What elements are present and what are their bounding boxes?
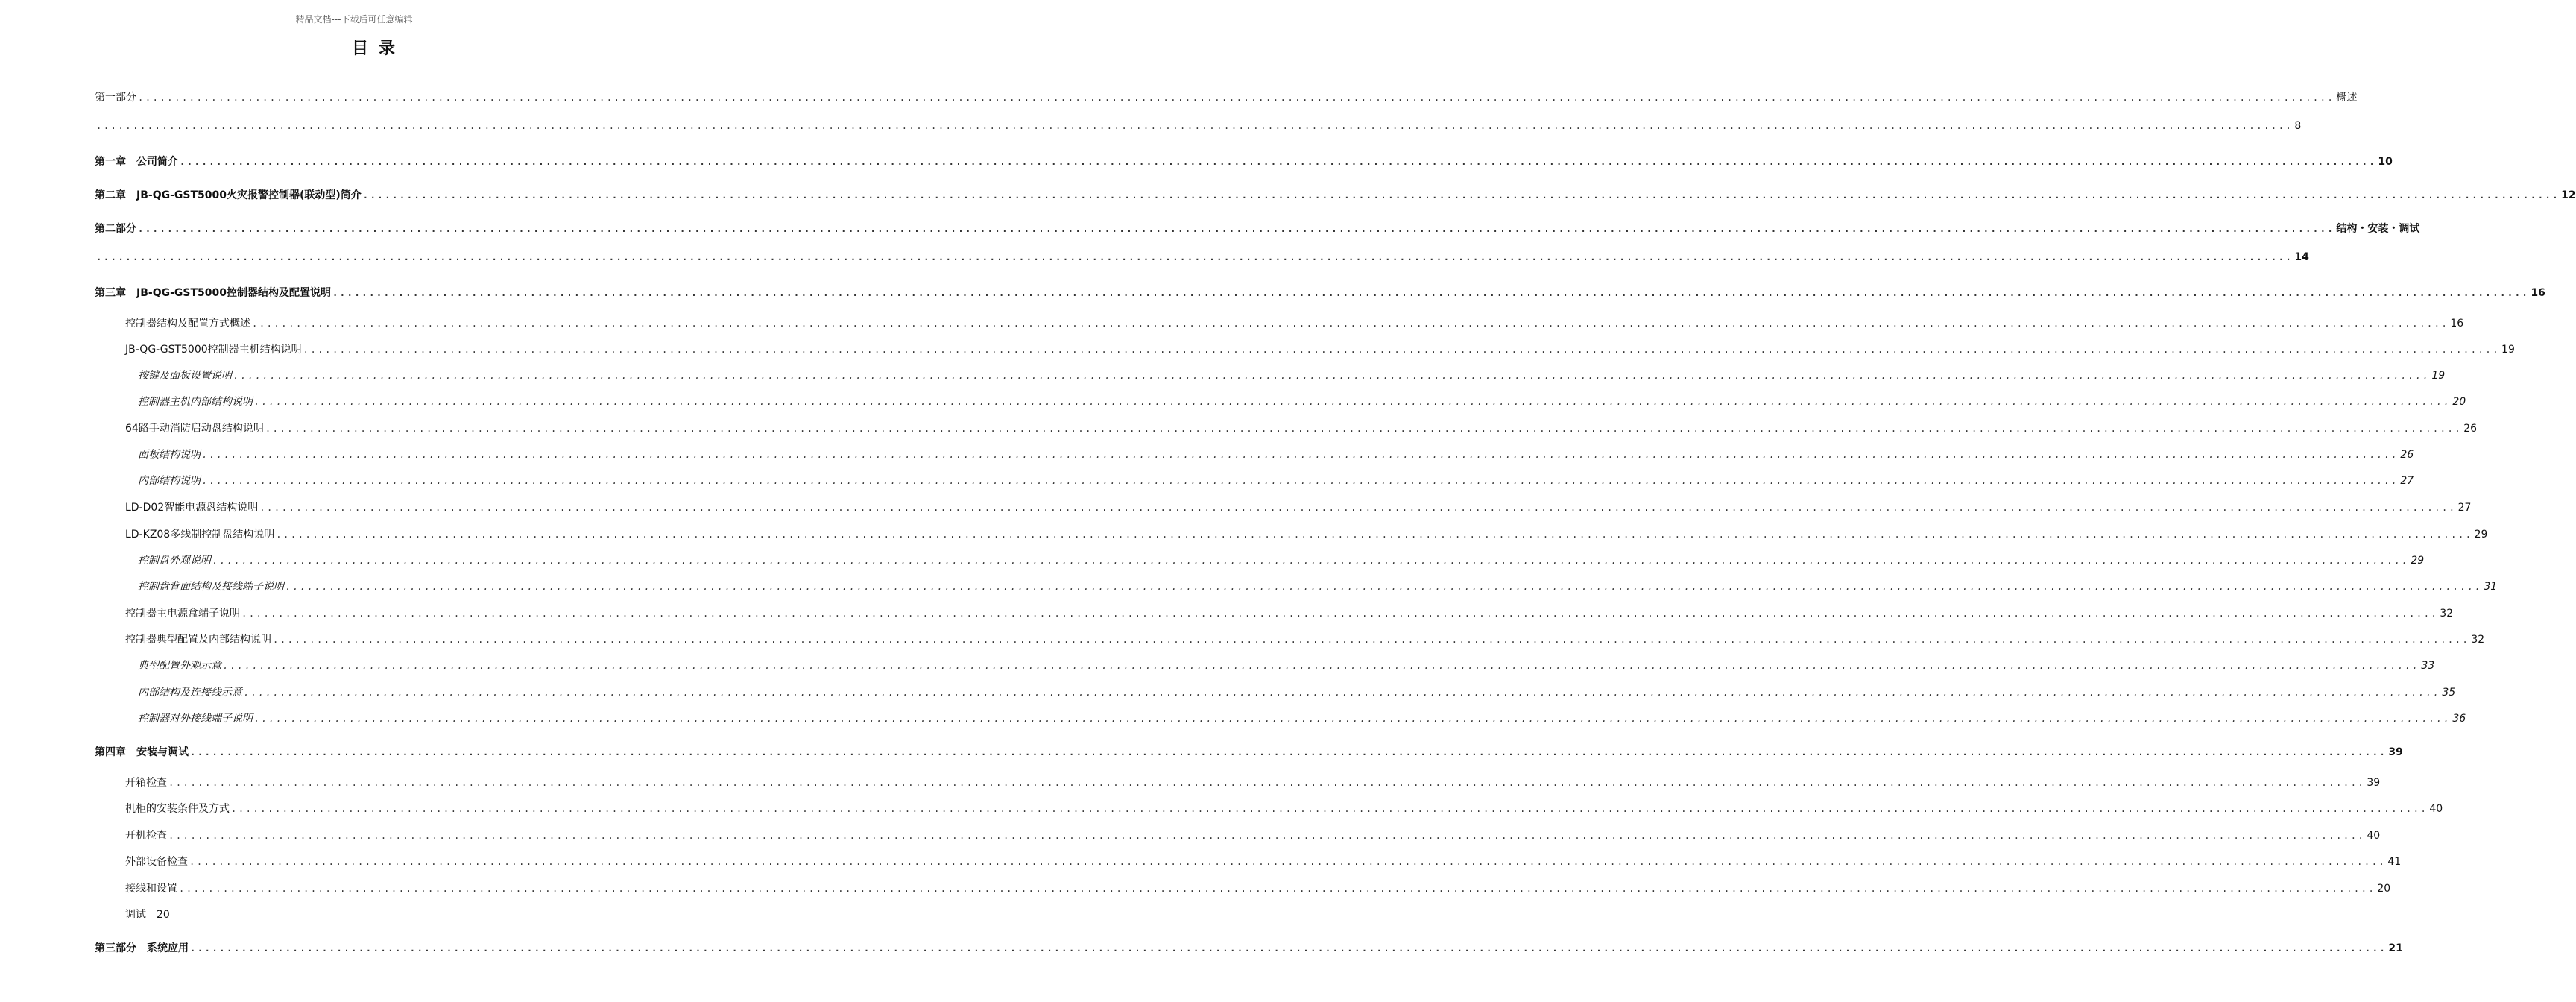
toc-entry-label: 第一部分 xyxy=(95,92,136,104)
toc-dot-leader: ............................................................................................................................................................................................................................................................................................................ xyxy=(276,529,2473,540)
toc-entry[interactable] xyxy=(125,854,2402,869)
toc-entry-page: 40 xyxy=(2367,830,2381,842)
toc-entry[interactable] xyxy=(125,605,2454,620)
toc-entry-page: 36 xyxy=(2452,713,2466,725)
toc-entry[interactable] xyxy=(95,187,2576,202)
toc-entry-label: 第三部分 系统应用 xyxy=(95,942,189,954)
toc-entry[interactable] xyxy=(125,880,2391,895)
toc-entry-label: 64路手动消防启动盘结构说明 xyxy=(125,423,264,435)
toc-dot-leader: ............................................................................................................................................................................................................................................................................................................ xyxy=(285,582,2483,592)
toc-dot-leader: ............................................................................................................................................................................................................................................................................................................ xyxy=(231,804,2428,814)
toc-dot-leader: ............................................................................................................................................................................................................................................................................................................ xyxy=(190,943,2387,954)
toc-entry-label: 接线和设置 xyxy=(125,883,177,895)
toc-dot-leader: ............................................................................................................................................................................................................................................................................................................ xyxy=(180,157,2377,167)
toc-entry-page: 32 xyxy=(2440,608,2454,620)
toc-entry-page: 20 xyxy=(2452,396,2466,408)
toc-entry-page: 16 xyxy=(2531,287,2545,299)
toc-entry[interactable] xyxy=(95,89,2358,104)
toc-entry[interactable] xyxy=(95,940,2403,955)
toc-entry[interactable] xyxy=(95,744,2403,759)
toc-entry-label: 控制器结构及配置方式概述 xyxy=(125,318,250,330)
toc-dot-leader: ............................................................................................................................................................................................................................................................................................................ xyxy=(190,747,2387,757)
toc-dot-leader: ............................................................................................................................................................................................................................................................................................................ xyxy=(96,121,2294,131)
toc-entry-page: 41 xyxy=(2387,856,2402,868)
toc-entry-label: 开箱检查 xyxy=(125,777,167,789)
toc-dot-leader: ............................................................................................................................................................................................................................................................................................................ xyxy=(138,92,2335,103)
toc-entry-label: 控制器典型配置及内部结构说明 xyxy=(125,634,271,646)
toc-entry-label: 第一章 公司简介 xyxy=(95,156,178,168)
toc-entry-label: 调试 20 xyxy=(125,909,170,921)
toc-entry[interactable] xyxy=(138,473,2414,488)
toc-entry-label: 控制器主机内部结构说明 xyxy=(138,396,253,408)
toc-entry-page: 27 xyxy=(2457,502,2472,514)
toc-entry-label: JB-QG-GST5000控制器主机结构说明 xyxy=(125,344,302,356)
toc-entry[interactable] xyxy=(125,526,2488,541)
toc-entry-page: 29 xyxy=(2411,555,2425,567)
toc-entry-page: 27 xyxy=(2400,475,2414,487)
toc-entry-page: 结构・安装・调试 xyxy=(2336,223,2420,235)
toc-dot-leader: ............................................................................................................................................................................................................................................................................................................ xyxy=(202,450,2399,460)
toc-entry[interactable] xyxy=(125,420,2478,435)
toc-entry-label: 第二章 JB-QG-GST5000火灾报警控制器(联动型)简介 xyxy=(95,189,362,201)
toc-entry-page: 26 xyxy=(2463,423,2478,435)
toc-entry[interactable] xyxy=(95,120,2302,132)
toc-entry-label: 控制器主电源盒端子说明 xyxy=(125,608,240,620)
toc-entry[interactable] xyxy=(138,710,2466,725)
toc-entry-label: 控制盘背面结构及接线端子说明 xyxy=(138,581,284,593)
toc-entry-page: 26 xyxy=(2400,449,2414,461)
toc-entry[interactable] xyxy=(138,447,2414,461)
toc-entry[interactable] xyxy=(138,394,2466,409)
toc-entry-page: 19 xyxy=(2501,344,2515,356)
toc-entry[interactable] xyxy=(125,801,2443,816)
toc-dot-leader: ............................................................................................................................................................................................................................................................................................................ xyxy=(362,190,2560,201)
toc-dot-leader: ............................................................................................................................................................................................................................................................................................................ xyxy=(202,476,2399,486)
toc-entry[interactable] xyxy=(95,251,2309,263)
toc-entry-label: LD-D02智能电源盘结构说明 xyxy=(125,502,259,514)
toc-dot-leader: ............................................................................................................................................................................................................................................................................................................ xyxy=(252,318,2449,329)
toc-entry-label: 控制器对外接线端子说明 xyxy=(138,713,253,725)
toc-entry[interactable] xyxy=(138,684,2456,699)
toc-entry-label: 面板结构说明 xyxy=(138,449,201,461)
toc-entry-label: 机柜的安装条件及方式 xyxy=(125,803,230,815)
toc-entry-label: 典型配置外观示意 xyxy=(138,660,221,672)
toc-entry[interactable] xyxy=(125,828,2381,842)
toc-dot-leader: ............................................................................................................................................................................................................................................................................................................ xyxy=(265,423,2463,434)
toc-entry-label: 开机检查 xyxy=(125,830,167,842)
toc-entry[interactable] xyxy=(125,631,2485,646)
toc-entry-page: 14 xyxy=(2294,251,2309,263)
toc-entry-label: 控制盘外观说明 xyxy=(138,555,211,567)
toc-dot-leader: ............................................................................................................................................................................................................................................................................................................ xyxy=(96,252,2294,262)
toc-entry-page: 21 xyxy=(2388,942,2403,954)
toc-entry[interactable] xyxy=(95,285,2545,300)
toc-entry[interactable] xyxy=(125,907,662,921)
page-watermark: 精品文档---下载后可任意编辑 xyxy=(295,14,413,25)
toc-dot-leader: ............................................................................................................................................................................................................................................................................................................ xyxy=(168,831,2366,841)
toc-entry-page: 39 xyxy=(2367,777,2381,789)
toc-entry-page: 19 xyxy=(2431,370,2446,382)
toc-entry[interactable] xyxy=(95,221,2420,236)
toc-dot-leader: ............................................................................................................................................................................................................................................................................................................ xyxy=(179,883,2376,894)
toc-dot-leader: ............................................................................................................................................................................................................................................................................................................ xyxy=(303,344,2501,355)
toc-entry[interactable] xyxy=(138,658,2435,672)
toc-dot-leader: ............................................................................................................................................................................................................................................................................................................ xyxy=(244,687,2441,698)
toc-dot-leader: ............................................................................................................................................................................................................................................................................................................ xyxy=(233,371,2431,381)
toc-dot-leader: ............................................................................................................................................................................................................................................................................................................ xyxy=(212,555,2410,566)
toc-entry-page: 32 xyxy=(2471,634,2485,646)
toc-entry-label: LD-KZ08多线制控制盘结构说明 xyxy=(125,529,275,541)
toc-entry[interactable] xyxy=(125,500,2472,514)
toc-entry-page: 39 xyxy=(2388,746,2403,758)
toc-dot-leader: ............................................................................................................................................................................................................................................................................................................ xyxy=(259,502,2457,513)
toc-dot-leader: ............................................................................................................................................................................................................................................................................................................ xyxy=(223,661,2420,671)
toc-entry-label: 第二部分 xyxy=(95,223,136,235)
toc-dot-leader: ............................................................................................................................................................................................................................................................................................................ xyxy=(332,288,2530,298)
toc-entry-page: 20 xyxy=(2377,883,2391,895)
toc-entry-label: 第四章 安装与调试 xyxy=(95,746,189,758)
page-title: 目录 xyxy=(351,40,405,58)
toc-dot-leader: ............................................................................................................................................................................................................................................................................................................ xyxy=(168,778,2366,788)
toc-dot-leader: ............................................................................................................................................................................................................................................................................................................ xyxy=(273,634,2470,645)
toc-entry-label: 内部结构及连接线示意 xyxy=(138,687,242,699)
toc-entry-page: 29 xyxy=(2474,529,2488,541)
toc-dot-leader: ............................................................................................................................................................................................................................................................................................................ xyxy=(189,857,2387,867)
toc-dot-leader: ............................................................................................................................................................................................................................................................................................................ xyxy=(242,608,2439,619)
toc-entry-page: 12 xyxy=(2561,189,2576,201)
toc-entry[interactable] xyxy=(125,341,2515,356)
toc-entry-label: 第三章 JB-QG-GST5000控制器结构及配置说明 xyxy=(95,287,331,299)
toc-entry[interactable] xyxy=(125,775,2381,790)
toc-entry-page: 40 xyxy=(2429,803,2443,815)
toc-dot-leader: ............................................................................................................................................................................................................................................................................................................ xyxy=(254,397,2452,407)
toc-entry-page: 35 xyxy=(2442,687,2456,699)
toc-dot-leader: ............................................................................................................................................................................................................................................................................................................ xyxy=(254,713,2452,724)
toc-entry-page: 8 xyxy=(2294,120,2302,132)
toc-entry-page: 概述 xyxy=(2336,92,2358,104)
toc-entry[interactable] xyxy=(95,154,2393,168)
toc-entry-label: 按键及面板设置说明 xyxy=(138,370,232,382)
toc-entry-page: 16 xyxy=(2450,318,2464,330)
toc-entry[interactable] xyxy=(125,315,2464,330)
toc-entry-label: 外部设备检查 xyxy=(125,856,188,868)
toc-entry-page: 10 xyxy=(2378,156,2393,168)
toc-entry[interactable] xyxy=(138,552,2425,567)
toc-entry-page: 31 xyxy=(2484,581,2498,593)
toc-entry[interactable] xyxy=(138,579,2498,593)
toc-entry-label: 内部结构说明 xyxy=(138,475,201,487)
toc-dot-leader: ............................................................................................................................................................................................................................................................................................................ xyxy=(138,224,2335,234)
toc-entry[interactable] xyxy=(138,368,2446,382)
toc-entry-page: 33 xyxy=(2421,660,2435,672)
